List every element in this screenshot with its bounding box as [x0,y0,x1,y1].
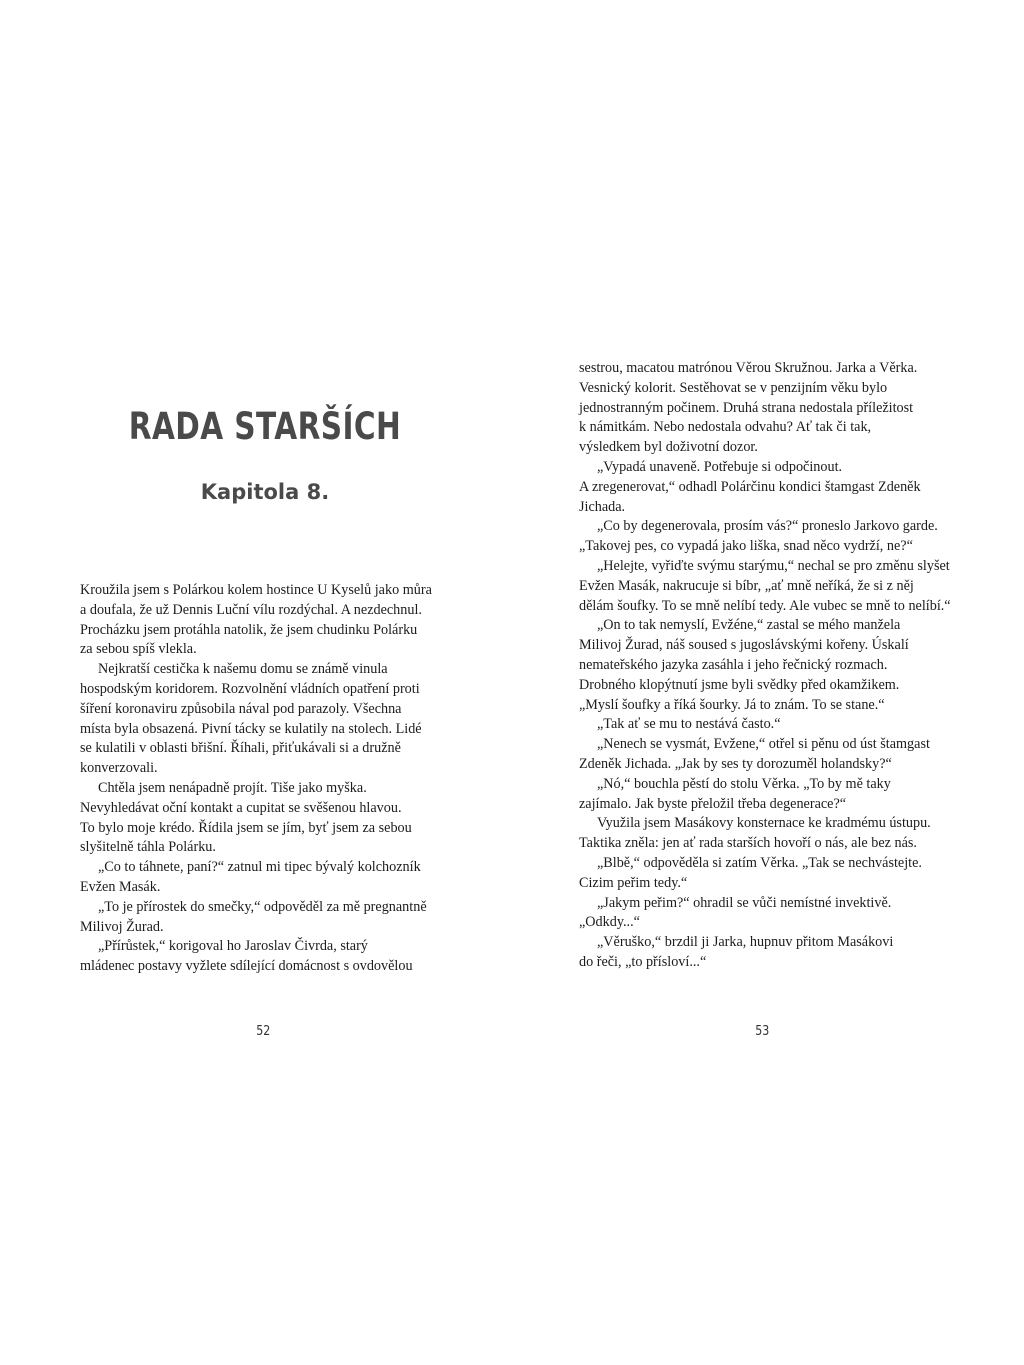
right-body-text [579,359,959,973]
text-line: „Nenech se vysmát, Evžene,“ otřel si pěnu od úst štamgast [597,736,930,753]
text-line: slyšitelně táhla Polárku. [80,839,216,856]
text-line: a doufala, že už Dennis Luční vílu rozdýchal. A nezdechnul. [80,601,422,618]
text-line: k námitkám. Nebo nedostala odvahu? Ať tak či tak, [579,419,872,436]
text-line: „Takovej pes, co vypadá jako liška, snad něco vydrží, ne?“ [579,538,913,555]
text-line: za sebou spíš vlekla. [80,641,197,658]
text-line: „Nó,“ bouchla pěstí do stolu Věrka. „To by mě taky [597,775,891,792]
text-line: Milivoj Žurad, náš soused s jugoslávskými kořeny. Úskalí [579,637,909,654]
text-line: dělám šoufky. To se mně nelíbí tedy. Ale vubec se mně to nelíbí.“ [579,597,951,614]
text-line: „On to tak nemyslí, Evžéne,“ zastal se mého manžela [597,617,901,634]
text-line: místa byla obsazená. Pivní tácky se kulatily na stolech. Lidé [80,720,422,737]
page-number: 53 [755,1024,770,1039]
text-line: „Helejte, vyřiďte svýmu starýmu,“ nechal se pro změnu slyšet [597,557,950,574]
text-line: „Co by degenerovala, prosím vás?“ proneslo Jarkovo garde. [597,518,938,535]
text-line: „Co to táhnete, paní?“ zatnul mi tipec bývalý kolchozník [98,859,421,876]
text-line: „Odkdy...“ [579,914,640,931]
text-line: Zdeněk Jichada. „Jak by ses ty dorozuměl holandsky?“ [579,755,892,772]
text-line: Jichada. [579,498,626,515]
text-line: Chtěla jsem nenápadně projít. Tiše jako myška. [98,779,367,796]
text-line: Procházku jsem protáhla natolik, že jsem chudinku Polárku [80,621,418,638]
text-line: „Vypadá unaveně. Potřebuje si odpočinout. [597,458,843,475]
text-line: nemateřského jazyka zasáhla i jeho řečnický rozmach. [579,656,888,673]
right-page [512,0,1024,1365]
text-line: zajímalo. Jak byste přeložil třeba degenerace?“ [579,795,847,812]
text-line: šíření koronaviru způsobila nával pod parazoly. Všechna [80,700,402,717]
text-line: Kroužila jsem s Polárkou kolem hostince U Kyselů jako můra [80,582,432,598]
text-line: výsledkem byl doživotní dozor. [579,439,758,456]
text-line: Využila jsem Masákovy konsternace ke kradmému ústupu. [597,815,931,832]
text-line: Cizim peřim tedy.“ [579,874,688,891]
text-line: Nevyhledávat oční kontakt a cupitat se svěšenou hlavou. [80,799,402,816]
text-line: Taktika zněla: jen ať rada starších hovoří o nás, ale bez nás. [579,835,917,852]
text-line: „Věruško,“ brzdil ji Jarka, hupnuv přitom Masákovi [597,934,894,951]
text-line: Vesnický kolorit. Sestěhovat se v penzijním věku bylo [579,379,888,396]
text-line: „Myslí šoufky a říká šourky. Já to znám. To se stane.“ [579,696,885,713]
text-line: do řeči, „to přísloví...“ [579,953,707,970]
text-line: „To je přírostek do smečky,“ odpověděl za mě pregnantně [98,898,427,915]
page-number: 52 [256,1024,271,1039]
text-line: konverzovali. [80,760,158,777]
text-line: Drobného klopýtnutí jsme byli svědky před okamžikem. [579,676,900,693]
text-line: „Přírůstek,“ korigoval ho Jaroslav Čivrda, starý [98,938,368,955]
text-line: sestrou, macatou matrónou Věrou Skružnou. Jarka a Věrka. [579,360,918,376]
text-line: mládenec postavy vyžlete sdílející domácnost s ovdovělou [80,958,413,975]
text-line: Evžen Masák, nakrucuje si bíbr, „ať mně neříká, že si z něj [579,577,914,594]
chapter-title: RADA STARŠÍCH [128,405,402,448]
text-line: „Tak ať se mu to nestává často.“ [597,716,781,733]
text-line: „Jakym peřim?“ ohradil se vůči nemístné invektivě. [597,894,892,911]
text-line: „Blbě,“ odpověděla si zatím Věrka. „Tak se nechvástejte. [597,854,922,871]
text-line: jednostranným počinem. Druhá strana nedostala příležitost [579,399,914,416]
text-line: hospodským koridorem. Rozvolnění vládních opatření proti [80,680,420,697]
text-line: To bylo moje krédo. Řídila jsem se jím, byť jsem za sebou [80,819,412,836]
text-line: Milivoj Žurad. [80,918,164,935]
text-line: se kulatili v oblasti břišní. Říhali, přiťukávali si a družně [80,740,401,757]
text-line: A zregenerovat,“ odhadl Polárčinu kondici štamgast Zdeněk [579,478,921,495]
text-line: Nejkratší cestička k našemu domu se známě vinula [98,661,388,678]
text-line: Evžen Masák. [80,878,161,895]
chapter-subtitle: Kapitola 8. [200,480,330,504]
left-body-text [80,581,460,977]
